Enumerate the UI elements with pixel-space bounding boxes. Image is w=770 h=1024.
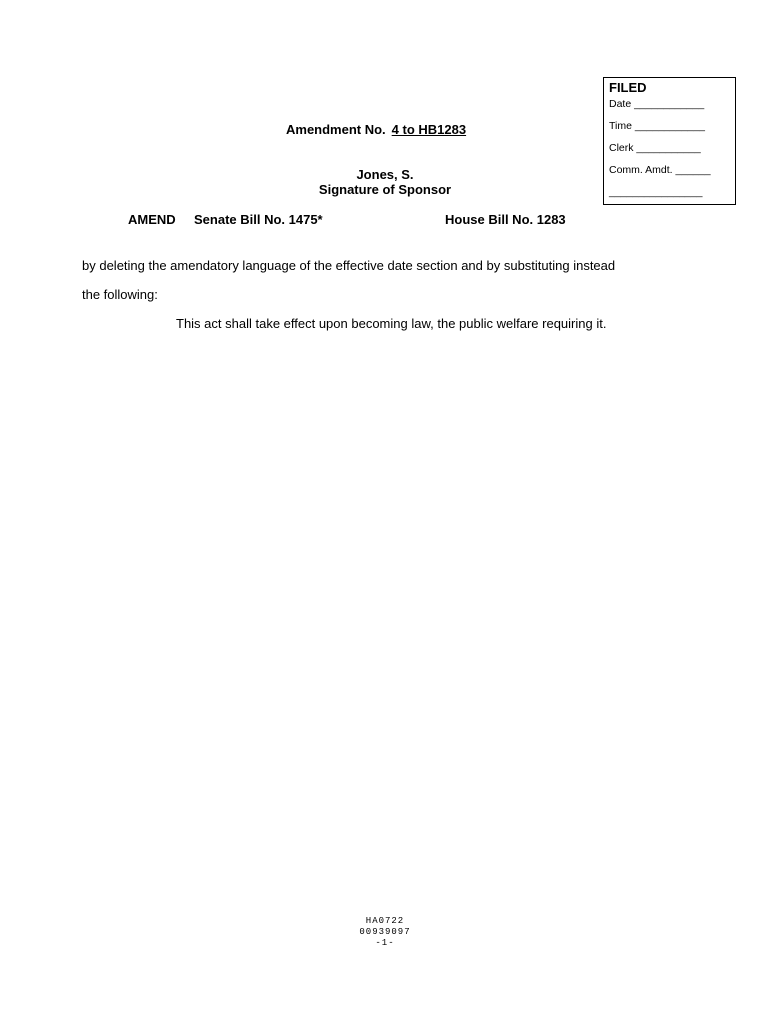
filed-date-line: Date ____________ [609, 98, 705, 110]
sponsor-signature-label: Signature of Sponsor [318, 182, 452, 197]
body-text-line-3: This act shall take effect upon becoming law, the public welfare requiring it. [176, 316, 607, 331]
amendment-number-heading [286, 122, 466, 137]
filed-time-line: Time ____________ [609, 120, 705, 132]
filed-blank-line: ________________ [609, 186, 703, 198]
body-text-line-1: by deleting the amendatory language of the effective date section and by substituting instead [82, 258, 616, 273]
body-text-line-2: the following: [82, 287, 158, 302]
footer-code: HA0722 [365, 916, 405, 926]
amend-label: AMEND [128, 212, 176, 227]
document-footer [0, 916, 770, 949]
senate-bill-number: Senate Bill No. 1475* [194, 212, 323, 227]
sponsor-name [0, 167, 770, 182]
sponsor-name-text: Jones, S. [356, 167, 414, 182]
footer-number: 00939097 [359, 927, 411, 937]
filed-clerk-line: Clerk ___________ [609, 142, 701, 154]
amendment-number: 4 to HB1283 [391, 122, 467, 137]
filed-comm-amdt-line: Comm. Amdt. ______ [609, 164, 711, 176]
filed-title: FILED [609, 80, 647, 95]
house-bill-number: House Bill No. 1283 [445, 212, 566, 227]
amendment-label: Amendment No. [286, 122, 386, 137]
footer-page-number: -1- [375, 938, 395, 948]
